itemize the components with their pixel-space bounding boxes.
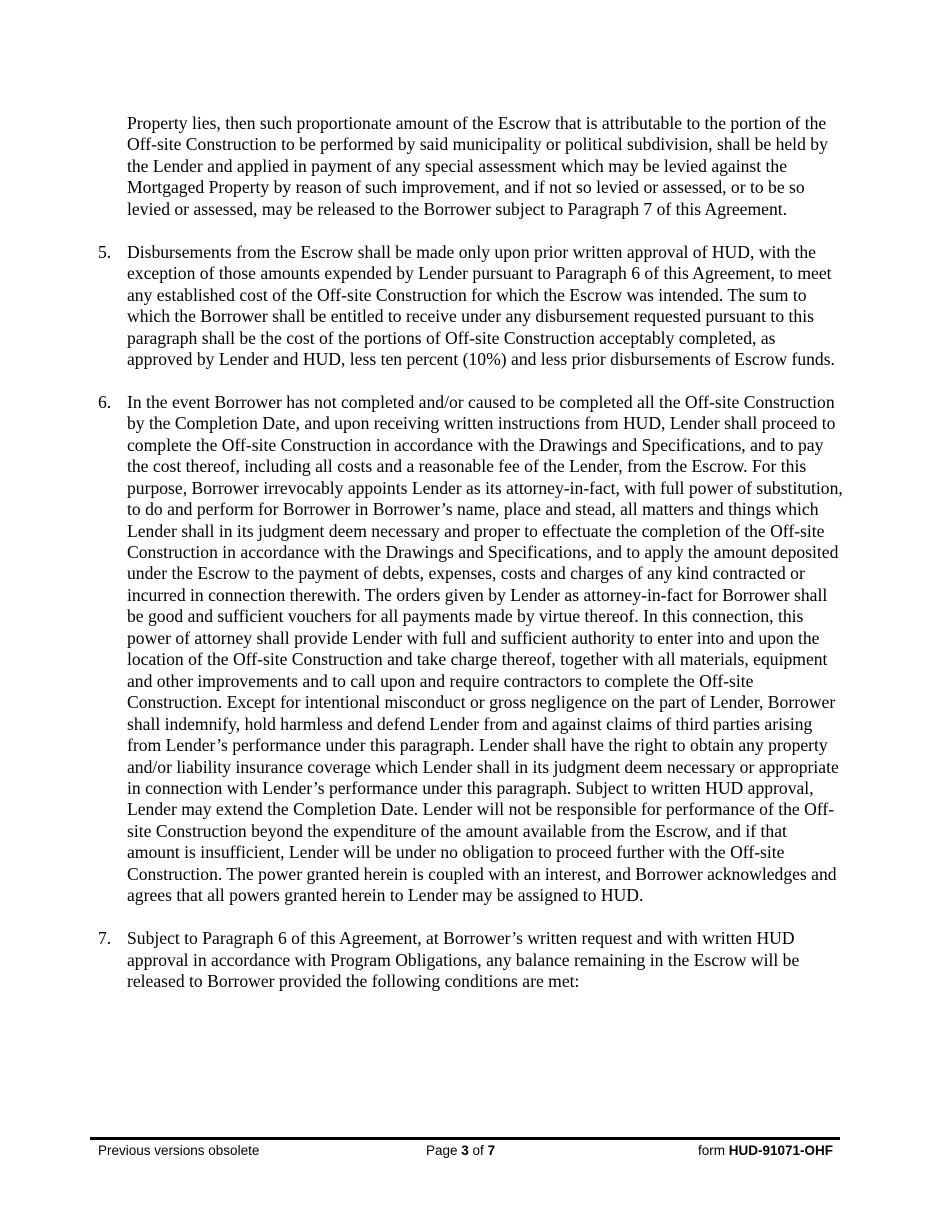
form-prefix: form [697, 1143, 729, 1158]
paragraph-text: In the event Borrower has not completed and/or caused to be completed all the Off-site Construction by the Completion Date, and upon receiving written instructions from HUD, Lender shall proceed to complete the Off-site Construction in accordance with the Drawings and Specifications, and to pay the cost thereof, including all costs and a reasonable fee of the Lender, from the Escrow. For this purpose, Borrower irrevocably appoints Lender as its attorney-in-fact, with full power of substitution, to do and perform for Borrower in Borrower’s name, place and stead, all matters and things which Lender shall in its judgment deem necessary and proper to effectuate the completion of the Off-site Construction in accordance with the Drawings and Specifications, and to apply the amount deposited under the Escrow to the payment of debts, expenses, costs and charges of any kind contracted or incurred in connection therewith. The orders given by Lender as attorney-in-fact for Borrower shall be good and sufficient vouchers for all payments made by virtue thereof. In this connection, this power of attorney shall provide Lender with full and sufficient authority to enter into and upon the location of the Off-site Construction and take charge thereof, together with all materials, equipment and other improvements and to call upon and require contractors to complete the Off-site Construction. Except for intentional misconduct or gross negligence on the part of Lender, Borrower shall indemnify, hold harmless and defend Lender from and against claims of third parties arising from Lender’s performance under this paragraph. Lender shall have the right to obtain any property and/or liability insurance coverage which Lender shall in its judgment deem necessary or appropriate in connection with Lender’s performance under this paragraph. Subject to written HUD approval, Lender may extend the Completion Date. Lender will not be responsible for performance of the Off-site Construction beyond the expenditure of the amount available from the Escrow, and if that amount is insufficient, Lender will be under no obligation to proceed further with the Off-site Construction. The power granted herein is coupled with an interest, and Borrower acknowledges and agrees that all powers granted herein to Lender may be assigned to HUD. [127, 391, 843, 906]
paragraph-text: Subject to Paragraph 6 of this Agreement, at Borrower’s written request and with written HUD approval in accordance with Program Obligations, any balance remaining in the Escrow will be released to Borrower provided the following conditions are met: [127, 928, 800, 992]
footer-obsolete-note: Previous versions obsolete [98, 1143, 260, 1158]
paragraph-5 [98, 241, 843, 371]
page-total: 7 [487, 1143, 496, 1158]
paragraph-continuation [127, 113, 843, 220]
paragraph-number: 5. [98, 241, 112, 262]
paragraph-text: Disbursements from the Escrow shall be made only upon prior written approval of HUD, with the exception of those amounts expended by Lender pursuant to Paragraph 6 of this Agreement, to meet any established cost of the Off-site Construction for which the Escrow was intended. The sum to which the Borrower shall be entitled to receive under any disbursement requested pursuant to this paragraph shall be the cost of the portions of Off-site Construction acceptably completed, as approved by Lender and HUD, less ten percent (10%) and less prior disbursements of Escrow funds. [127, 241, 835, 369]
paragraph-6 [98, 391, 843, 907]
page-footer [90, 1137, 840, 1162]
page-prefix: Page [426, 1143, 462, 1158]
paragraph-number: 7. [98, 928, 112, 949]
footer-page-number [426, 1143, 495, 1158]
paragraph-number: 6. [98, 391, 112, 412]
paragraph-text: Property lies, then such proportionate amount of the Escrow that is attributable to the portion of the Off-site Construction to be performed by said municipality or political subdivision, shall be held by the Lender and applied in payment of any special assessment which may be levied against the Mortgaged Property by reason of such improvement, and if not so levied or assessed, or to be so levied or assessed, may be released to the Borrower subject to Paragraph 7 of this Agreement. [127, 113, 828, 219]
form-number: HUD-91071-OHF [728, 1143, 833, 1158]
paragraph-7 [98, 928, 843, 992]
page-current: 3 [461, 1143, 469, 1158]
document-body [98, 113, 843, 1014]
page-of: of [468, 1143, 488, 1158]
footer-form-id [698, 1143, 833, 1158]
